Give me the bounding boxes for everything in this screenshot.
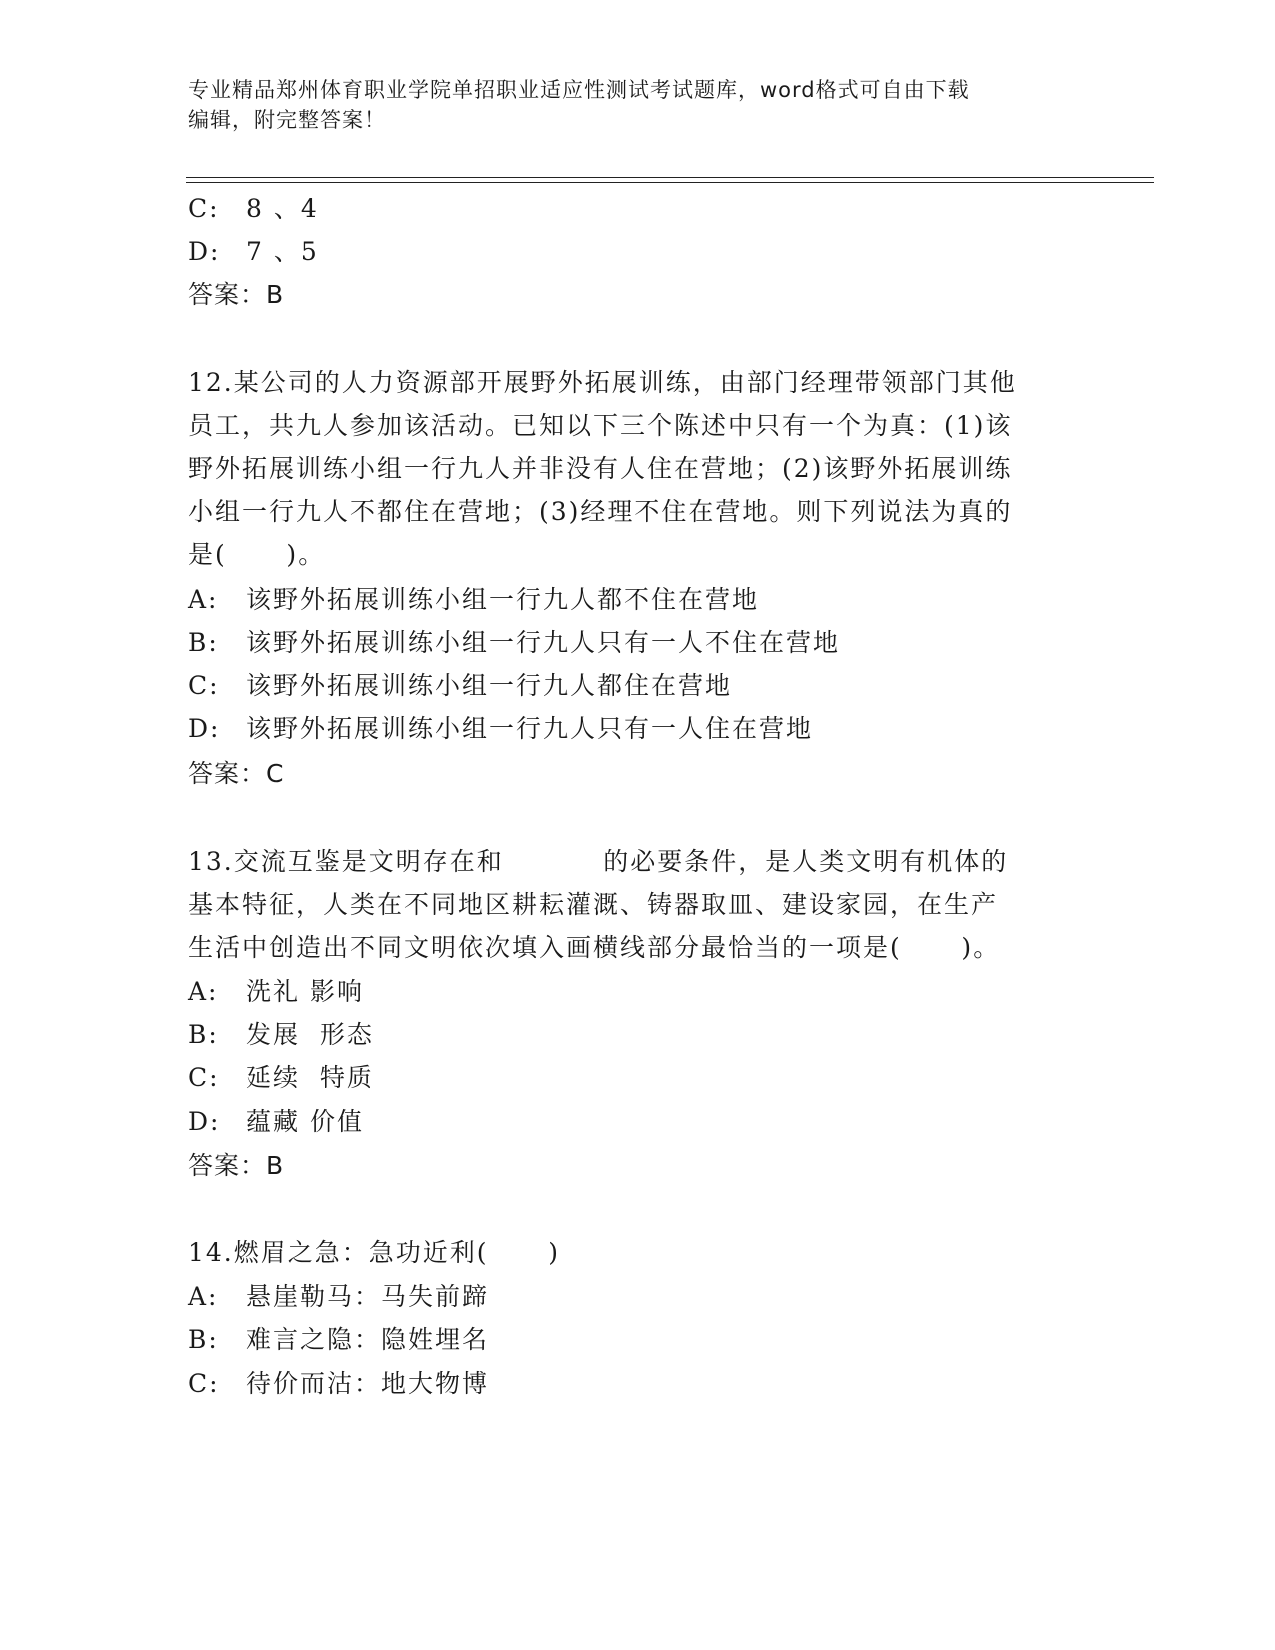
option-d: D: 7 、5 <box>188 237 319 266</box>
option-c: C: 8 、4 <box>188 194 319 223</box>
option-d: D: 蕴藏 价值 <box>188 1107 364 1136</box>
answer: 答案：B <box>188 280 285 309</box>
header-line-1: 专业精品郑州体育职业学院单招职业适应性测试考试题库，word格式可自由下载 <box>188 78 970 102</box>
option-a: A: 该野外拓展训练小组一行九人都不住在营地 <box>188 585 760 614</box>
option-c: C: 待价而沽：地大物博 <box>188 1369 490 1398</box>
option-b: B: 难言之隐：隐姓埋名 <box>188 1325 490 1354</box>
header-line-2: 编辑，附完整答案！ <box>188 108 386 132</box>
question-13-line: 基本特征，人类在不同地区耕耘灌溉、铸器取皿、建设家园，在生产 <box>188 890 999 919</box>
header-divider <box>186 177 1154 178</box>
option-c: C: 延续 特质 <box>188 1063 374 1092</box>
option-a: A: 洗礼 影响 <box>188 977 364 1006</box>
question-12-line: 员工，共九人参加该活动。已知以下三个陈述中只有一个为真：(1)该 <box>188 411 1013 440</box>
option-b: B: 发展 形态 <box>188 1020 374 1049</box>
answer: 答案：B <box>188 1151 285 1180</box>
answer: 答案：C <box>188 759 285 788</box>
question-12-line: 是( )。 <box>188 540 326 569</box>
question-13-line: 13.交流互鉴是文明存在和 的必要条件，是人类文明有机体的 <box>188 847 1009 876</box>
option-c: C: 该野外拓展训练小组一行九人都住在营地 <box>188 671 733 700</box>
question-12-line: 野外拓展训练小组一行九人并非没有人住在营地；(2)该野外拓展训练 <box>188 454 1013 483</box>
question-13-line: 生活中创造出不同文明依次填入画横线部分最恰当的一项是( )。 <box>188 933 1001 962</box>
question-14-line: 14.燃眉之急：急功近利( ) <box>188 1238 560 1267</box>
option-d: D: 该野外拓展训练小组一行九人只有一人住在营地 <box>188 714 814 743</box>
option-b: B: 该野外拓展训练小组一行九人只有一人不住在营地 <box>188 628 841 657</box>
question-12-line: 12.某公司的人力资源部开展野外拓展训练，由部门经理带领部门其他 <box>188 368 1017 397</box>
question-12-line: 小组一行九人不都住在营地；(3)经理不住在营地。则下列说法为真的 <box>188 497 1013 526</box>
option-a: A: 悬崖勒马：马失前蹄 <box>188 1282 490 1311</box>
header-divider-secondary <box>186 182 1154 183</box>
